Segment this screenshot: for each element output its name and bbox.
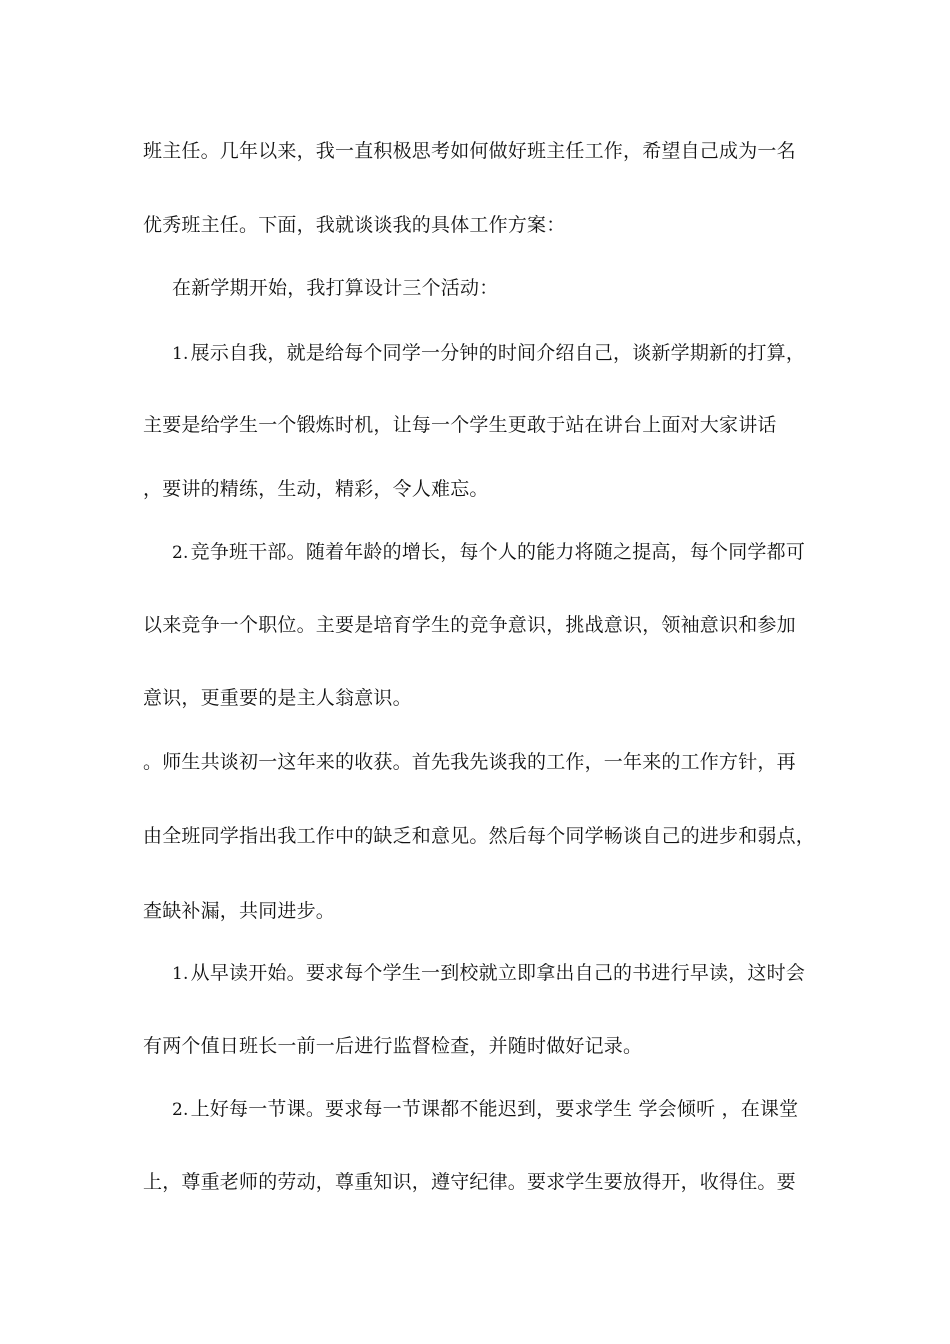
text-line [143, 1170, 796, 1194]
line-text: 从早读开始。要求每个学生一到校就立即拿出自己的书进行早读，这时会 [190, 962, 806, 984]
text-line [143, 139, 796, 163]
numbered-item [172, 961, 805, 986]
line-text: 优秀班主任。下面，我就谈谈我的具体工作方案： [143, 214, 566, 236]
line-text: 主要是给学生一个锻炼时机，让每一个学生更敢于站在讲台上面对大家讲话 [143, 414, 777, 436]
text-line [143, 613, 796, 637]
item-number: 1. [172, 344, 189, 364]
text-line [143, 686, 412, 710]
numbered-item [172, 341, 805, 366]
line-text: 有两个值日班长一前一后进行监督检查，并随时做好记录。 [143, 1035, 643, 1057]
text-line [143, 824, 815, 848]
text-line [143, 477, 489, 501]
item-number: 1. [172, 964, 189, 984]
line-text: 查缺补漏，共同进步。 [143, 900, 336, 922]
line-text: 班主任。几年以来，我一直积极思考如何做好班主任工作，希望自己成为一名 [143, 140, 796, 162]
line-text: 上，尊重老师的劳动，尊重知识，遵守纪律。要求学生要放得开，收得住。要 [143, 1171, 796, 1193]
item-number: 2. [172, 543, 189, 563]
line-text: 。师生共谈初一这年来的收获。首先我先谈我的工作，一年来的工作方针，再 [143, 751, 796, 773]
text-line [143, 1034, 642, 1058]
text-line [143, 750, 796, 774]
line-text: 展示自我，就是给每个同学一分钟的时间介绍自己，谈新学期新的打算， [190, 342, 806, 364]
line-text: 意识，更重要的是主人翁意识。 [143, 687, 412, 709]
line-text: 由全班同学指出我工作中的缺乏和意见。然后每个同学畅谈自己的进步和弱点， [143, 825, 816, 847]
line-text: ，要讲的精练，生动，精彩，令人难忘。 [143, 478, 489, 500]
line-text: 以来竞争一个职位。主要是培育学生的竞争意识，挑战意识，领袖意识和参加 [143, 614, 796, 636]
line-text: 上好每一节课。要求每一节课都不能迟到，要求学生 学会倾听 ，在课堂 [190, 1098, 799, 1120]
item-number: 2. [172, 1100, 189, 1120]
line-text: 竞争班干部。随着年龄的增长，每个人的能力将随之提高，每个同学都可 [190, 541, 806, 563]
numbered-item [172, 540, 805, 565]
text-line [143, 413, 777, 437]
text-line [143, 899, 335, 923]
line-text: 在新学期开始，我打算设计三个活动： [172, 277, 499, 299]
text-line [172, 276, 498, 300]
text-line [143, 213, 565, 237]
numbered-item [172, 1097, 798, 1122]
